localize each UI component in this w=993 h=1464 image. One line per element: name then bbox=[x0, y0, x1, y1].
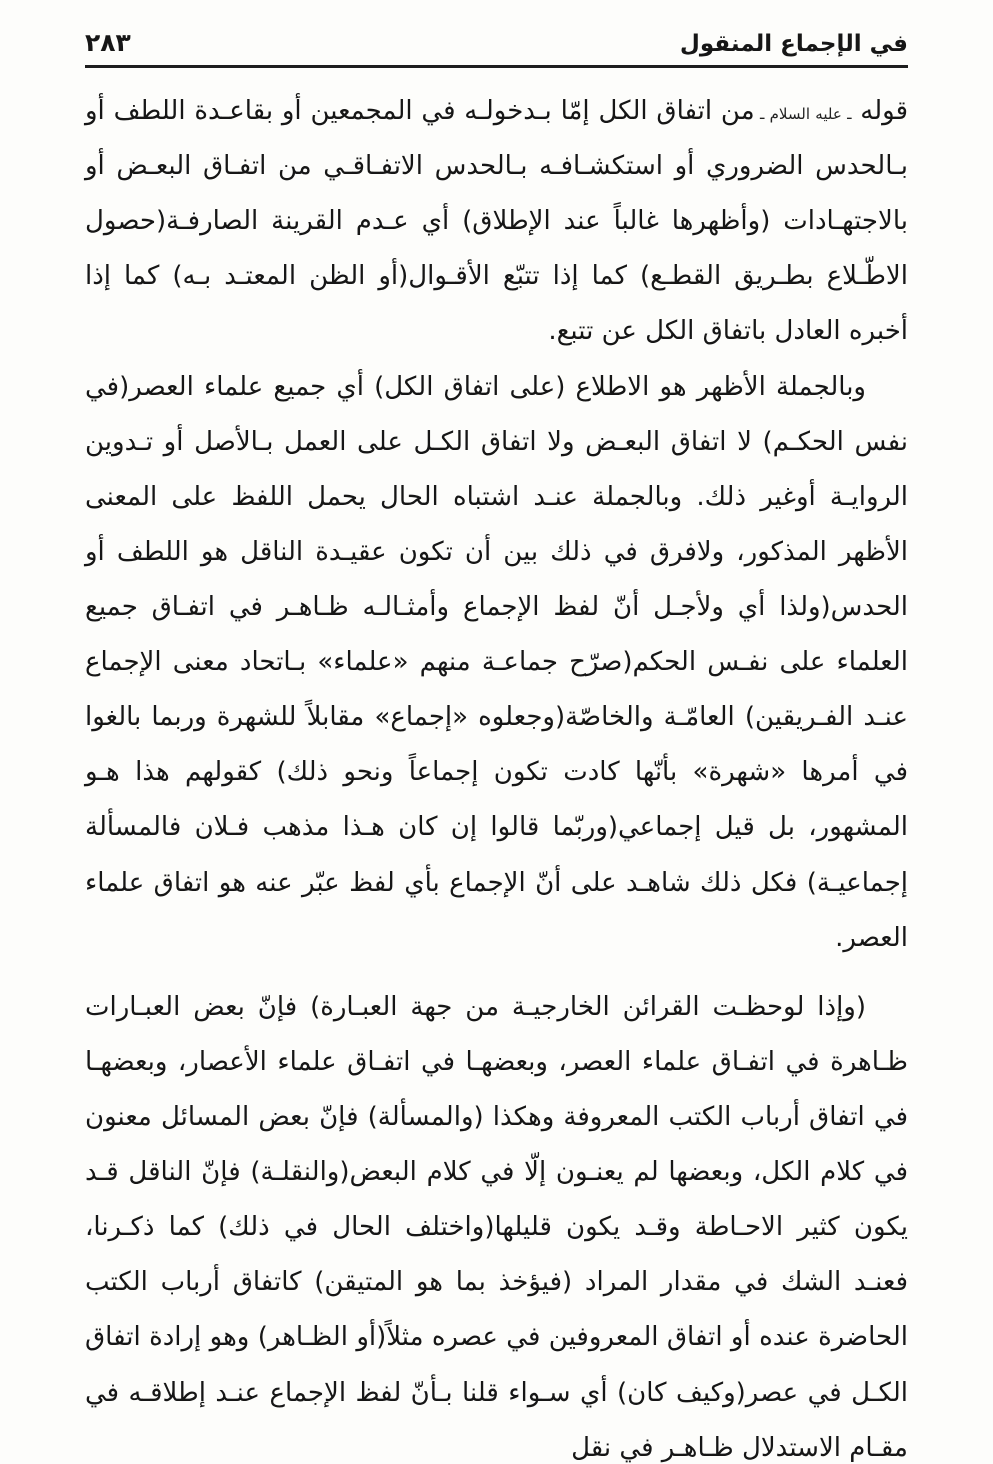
page-body bbox=[85, 84, 908, 1464]
page-title: في الإجماع المنقول bbox=[679, 31, 908, 57]
paragraph-1-lead: قوله bbox=[851, 96, 908, 126]
honorific-small-text: ـ عليه السلام ـ bbox=[754, 105, 852, 123]
paragraph-1 bbox=[85, 84, 908, 360]
page-number: ٢٨٣ bbox=[85, 28, 131, 57]
page-header bbox=[85, 28, 908, 68]
paragraph-3: (وإذا لوحظـت القرائن الخارجيـة من جهة العبـارة) فإنّ بعض العبـارات ظـاهرة في اتفـاق علماء العصر، وبعضهـا في اتفـاق علماء الأعصار، وبعضهـا في اتفاق أرباب الكتب المعروفة وهكذا (والمسألة) فإنّ بعض المسائل معنون في كلام الكل، وبعضها لم يعنـون إلّا في كلام البعض(والنقلـة) فإنّ الناقل قـد يكون كثير الاحـاطة وقـد يكون قليلها(واختلف الحال في ذلك) كما ذكـرنا، فعنـد الشك في مقدار المراد (فيؤخذ بما هو المتيقن) كاتفاق أرباب الكتب الحاضرة عنده أو اتفاق المعروفين في عصره مثلاً(أو الظـاهر) وهو إرادة اتفاق الكـل في عصر(وكيف كان) أي سـواء قلنا بـأنّ لفظ الإجماع عنـد إطلاقـه في مقـام الاستدلال ظـاهـر في نقل bbox=[85, 991, 908, 1463]
paragraph-1-rest: من اتفاق الكل إمّا بـدخولـه في المجمعين أو بقاعـدة اللطف أو بـالحدس الضروري أو استكشـافـه بـالحدس الاتفـاقـي من اتفـاق البعـض أو بالاجتهـادات (وأظهرها غالباً عند الإطلاق) أي عـدم القرينة الصارفـة(حصول الاطّـلاع بطـريق القطـع) كما إذا تتبّع الأقـوال(أو الظن المعتـد بـه) كما إذا أخبره العادل باتفاق الكل عن تتبع. bbox=[85, 96, 908, 347]
paragraph-2: وبالجملة الأظهر هو الاطلاع (على اتفاق الكل) أي جميع علماء العصر(في نفس الحكـم) لا اتفاق البعـض ولا اتفاق الكـل على العمل بـالأصل أو تـدوين الروايـة أوغير ذلك. وبالجملة عنـد اشتباه الحال يحمل اللفظ على المعنى الأظهر المذكور، ولافرق في ذلك بين أن تكون عقيـدة الناقل هو اللطف أو الحدس(ولذا أي ولأجـل أنّ لفظ الإجماع وأمثـالـه ظـاهـر في اتفـاق جميع العلماء على نفـس الحكم(صرّح جماعـة منهم «علماء» بـاتحاد معنى الإجماع عنـد الفـريقين) العامّـة والخاصّة(وجعلوه «إجماع» مقابلاً للشهرة وربما بالغوا في أمرها «شهرة» بأنّها كادت تكون إجماعاً ونحو ذلك) كقولهم هذا هـو المشهور، بل قيل إجماعي(وربّما قالوا إن كان هـذا مذهب فـلان فالمسألة إجماعيـة) فكل ذلك شاهـد على أنّ الإجماع بأي لفظ عبّر عنه هو اتفاق علماء العصر. bbox=[85, 371, 908, 953]
